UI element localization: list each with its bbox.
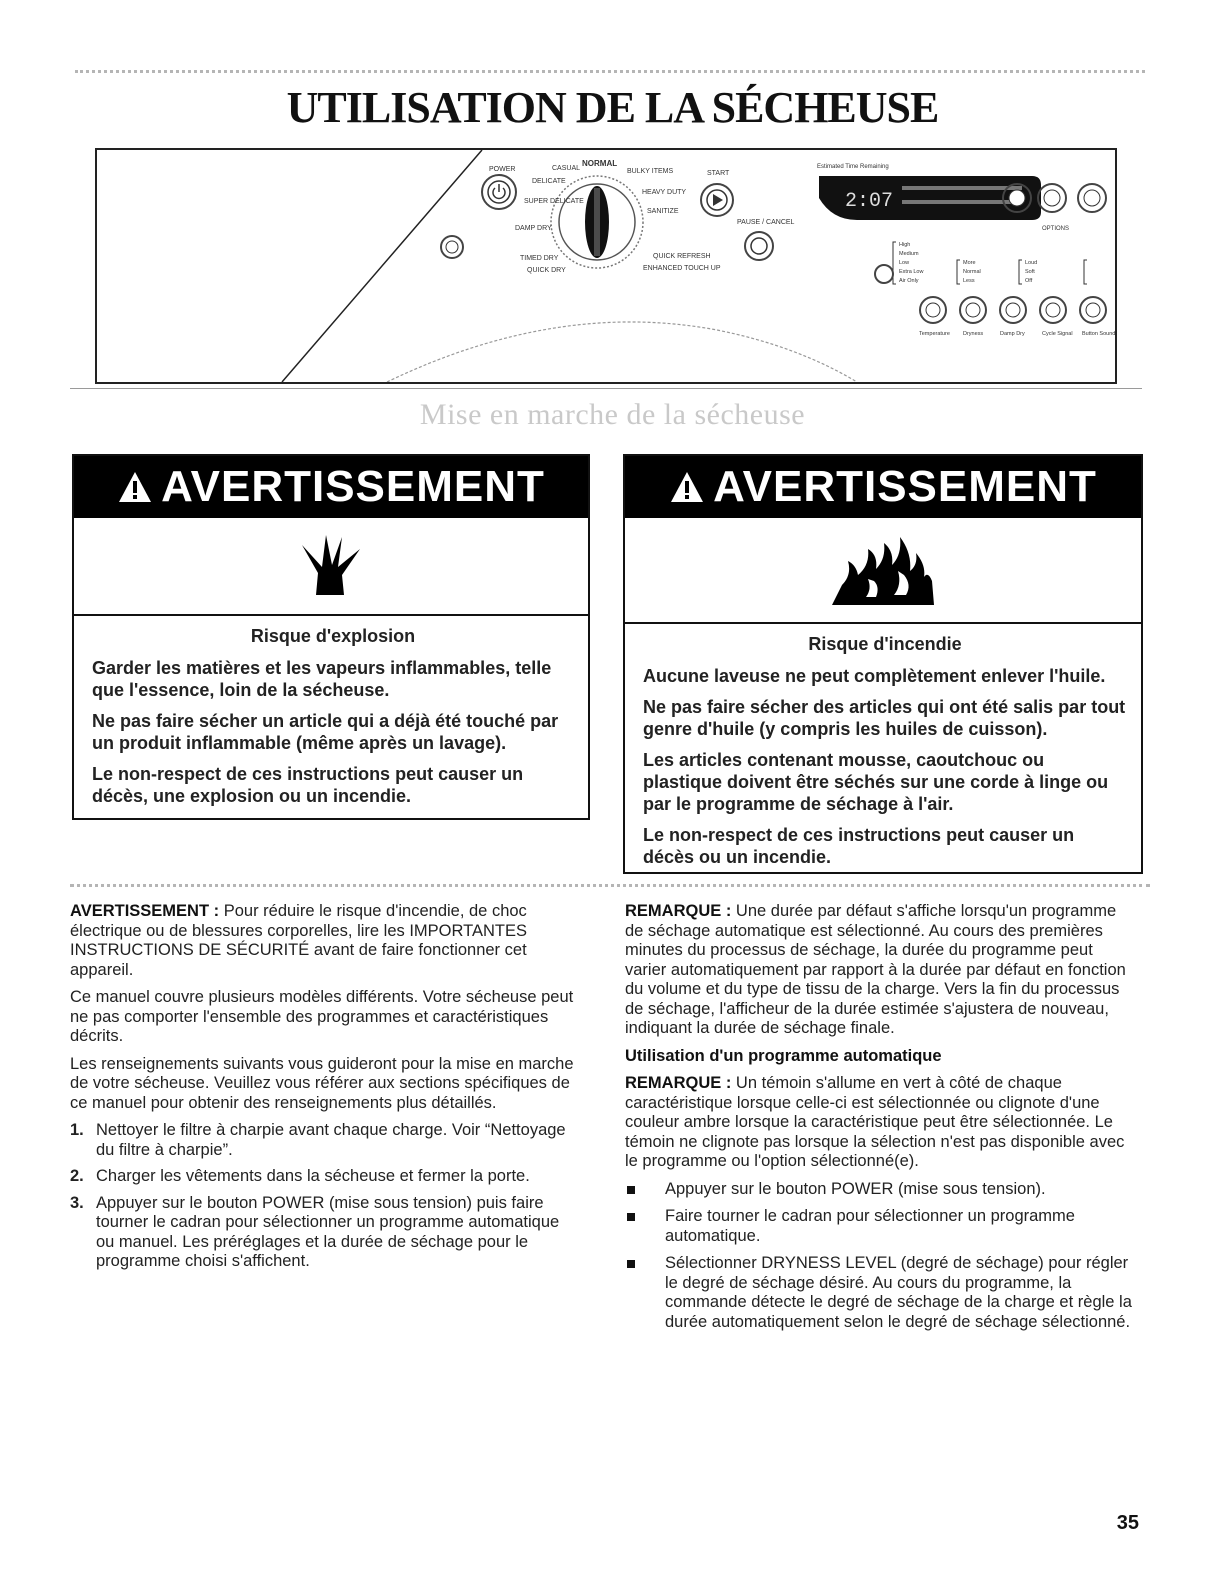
- dryness-level-more: More: [963, 260, 976, 266]
- list-item: [70, 1121, 580, 1160]
- list-item: [70, 1194, 580, 1272]
- warning-line: Ne pas faire sécher des articles qui ont été salis par tout genre d'huile (y compris les huiles de cuisson).: [643, 697, 1126, 739]
- dial-label-timed-dry: TIMED DRY: [520, 255, 559, 262]
- bullet-square-icon: [627, 1186, 635, 1194]
- warning-box-explosion: [72, 454, 590, 820]
- warning-header-text: AVERTISSEMENT: [161, 462, 545, 511]
- dial-label-super-delicate: SUPER DELICATE: [524, 198, 584, 205]
- power-label: POWER: [489, 166, 516, 173]
- temp-level-extra-low: Extra Low: [899, 269, 924, 275]
- left-text-column: [70, 902, 580, 1279]
- pause-cancel-label: PAUSE / CANCEL: [737, 219, 795, 226]
- page-number: 35: [1116, 1512, 1139, 1534]
- startup-steps-list: [70, 1121, 580, 1272]
- bullet-text: Appuyer sur le bouton POWER (mise sous tension).: [665, 1179, 1046, 1198]
- signal-level-soft: Soft: [1025, 269, 1035, 275]
- explosion-icon: [296, 533, 366, 599]
- temp-level-low: Low: [899, 260, 910, 266]
- warning-triangle-icon: [669, 470, 705, 504]
- note-text: Une durée par défaut s'affiche lorsqu'un programme de séchage automatique est sélectionné. Au cours des premières minutes du processus de séchage, la durée du programme peut varier automatiquement par rapport à la durée par défaut en fonction du volume et du type de tissu de la charge. Vers la fin du processus de séchage, l'afficheur de la durée estimée s'ajustera de nouveau, indiquant la durée de séchage finale.: [625, 902, 1126, 1037]
- warning-box-fire: [623, 454, 1143, 874]
- explosion-icon-area: [74, 518, 588, 616]
- dial-label-damp-dry: DAMP DRY: [515, 225, 552, 232]
- bullet-square-icon: [627, 1260, 635, 1268]
- dial-label-sanitize: SANITIZE: [647, 208, 679, 215]
- warning-header: [625, 456, 1141, 518]
- dial-label-heavy-duty: HEAVY DUTY: [642, 189, 687, 196]
- control-panel-illustration: [95, 148, 1117, 384]
- warning-header-text: AVERTISSEMENT: [713, 462, 1097, 511]
- step-number: 1.: [70, 1121, 84, 1139]
- note-default-time: [625, 902, 1135, 1039]
- warning-line: Garder les matières et les vapeurs inflammables, telle que l'essence, loin de la sécheuse.: [92, 658, 552, 700]
- power-button-icon: [482, 175, 516, 209]
- warning-line: Les articles contenant mousse, caoutchouc ou plastique doivent être séchés sur une corde à linge ou par le programme de séchage à l'air.: [643, 750, 1109, 814]
- wrinkle-shield-icon: [875, 265, 893, 283]
- dial-label-enhanced-touch-up: ENHANCED TOUCH UP: [643, 265, 721, 272]
- pause-cancel-button-icon: [745, 232, 773, 260]
- dial-label-bulky: BULKY ITEMS: [627, 168, 674, 175]
- button-label-cycle-signal: Cycle Signal: [1042, 331, 1073, 337]
- button-label-temperature: Temperature: [919, 331, 950, 337]
- bullet-square-icon: [627, 1213, 635, 1221]
- display-label: Estimated Time Remaining: [817, 164, 889, 170]
- dial-label-normal: NORMAL: [582, 159, 618, 168]
- list-item: [70, 1167, 580, 1187]
- note-indicator-light: [625, 1074, 1135, 1172]
- dryness-level-less: Less: [963, 278, 975, 284]
- section-divider: [70, 388, 1142, 389]
- warning-risk-title: Risque d'explosion: [250, 626, 416, 646]
- temp-level-high: High: [899, 242, 911, 248]
- fire-icon: [828, 531, 938, 609]
- warning-body: [74, 616, 588, 822]
- page-title: UTILISATION DE LA SÉCHEUSE: [286, 83, 939, 132]
- list-item: [625, 1180, 1135, 1200]
- step-text: Nettoyer le filtre à charpie avant chaque charge. Voir “Nettoyage du filtre à charpie”.: [96, 1121, 566, 1159]
- start-label: START: [707, 170, 730, 177]
- control-panel-drawing: [97, 150, 1115, 382]
- middle-dotted-rule: [70, 884, 1150, 887]
- models-paragraph: Ce manuel couvre plusieurs modèles différents. Votre sécheuse peut ne pas comporter l'ensemble des programmes et caractéristiques décrits.: [70, 988, 574, 1045]
- note-label: REMARQUE :: [625, 902, 732, 920]
- warning-line: Le non-respect de ces instructions peut causer un décès, une explosion ou un incendie.: [92, 764, 524, 806]
- dial-label-quick-refresh: QUICK REFRESH: [653, 253, 711, 260]
- bullet-text: Faire tourner le cadran pour sélectionner un programme automatique.: [665, 1207, 1075, 1245]
- options-label: OPTIONS: [1042, 226, 1070, 232]
- display-time: 2:07: [845, 190, 894, 213]
- step-text: Charger les vêtements dans la sécheuse et fermer la porte.: [96, 1167, 530, 1185]
- automatic-cycle-steps: [625, 1180, 1135, 1333]
- cycle-dial-icon: [551, 176, 643, 268]
- right-text-column: [625, 902, 1135, 1340]
- bullet-text: Sélectionner DRYNESS LEVEL (degré de séchage) pour régler le degré de séchage désiré. Au cours du programme, la commande détecte le degré de séchage de la charge et règle la durée automatiquement selon le degré de séchage sélectionné.: [665, 1254, 1132, 1331]
- bottom-option-buttons-icons: [920, 297, 1106, 323]
- list-item: [625, 1254, 1135, 1332]
- warning-line: Le non-respect de ces instructions peut causer un décès ou un incendie.: [643, 825, 1075, 867]
- safety-warning-label: AVERTISSEMENT :: [70, 902, 220, 920]
- step-text: Appuyer sur le bouton POWER (mise sous tension) puis faire tourner le cadran pour sélectionner un programme automatique ou manuel. Les préréglages et la durée de séchage pour le programme choisi s'affichent.: [96, 1193, 560, 1270]
- warning-risk-title: Risque d'incendie: [808, 634, 962, 654]
- dial-label-casual: CASUAL: [552, 165, 581, 172]
- safety-warning-text: Pour réduire le risque d'incendie, de choc électrique ou de blessures corporelles, lire les IMPORTANTES INSTRUCTIONS DE SÉCURITÉ avant de faire fonctionner cet appareil.: [70, 902, 527, 979]
- signal-level-off: Off: [1025, 278, 1033, 284]
- fire-icon-area: [625, 518, 1141, 624]
- note-label: REMARQUE :: [625, 1074, 732, 1092]
- dial-label-quick-dry: QUICK DRY: [527, 267, 566, 274]
- warning-line: Aucune laveuse ne peut complètement enlever l'huile.: [643, 666, 1106, 686]
- warning-body: [625, 624, 1141, 883]
- section-heading: Mise en marche de la sécheuse: [419, 398, 806, 431]
- button-label-damp-dry: Damp Dry: [1000, 331, 1025, 337]
- safety-warning-paragraph: [70, 902, 580, 980]
- button-label-button-sound: Button Sound: [1082, 331, 1115, 337]
- list-item: [625, 1207, 1135, 1246]
- dryness-level-normal: Normal: [963, 269, 981, 275]
- wrinkle-shield-button-icon: [441, 236, 463, 258]
- warning-line: Ne pas faire sécher un article qui a déjà été touché par un produit inflammable (même après un lavage).: [92, 711, 559, 753]
- warning-triangle-icon: [117, 470, 153, 504]
- temp-level-air-only: Air Only: [899, 278, 919, 284]
- step-number: 3.: [70, 1193, 84, 1212]
- automatic-cycle-subheading: Utilisation d'un programme automatique: [625, 1046, 942, 1065]
- step-number: 2.: [70, 1167, 84, 1185]
- guide-paragraph: Les renseignements suivants vous guideront pour la mise en marche de votre sécheuse. Veuillez vous référer aux sections spécifiques de ce manuel pour obtenir des renseignements plus détaillés.: [70, 1054, 574, 1112]
- warning-header: [74, 456, 588, 518]
- note-text: Un témoin s'allume en vert à côté de chaque caractéristique lorsque celle-ci est sélectionnée ou clignote d'une couleur ambre lorsque la caractéristique peut être sélectionnée. Le témoin ne clignote pas lorsque la sélection n'est pas disponible avec le programme ou l'option sélectionné(e).: [625, 1074, 1125, 1170]
- temp-level-medium: Medium: [899, 251, 919, 257]
- dial-label-delicate: DELICATE: [532, 178, 566, 185]
- start-button-icon: [701, 184, 733, 216]
- button-label-dryness: Dryness: [963, 331, 984, 337]
- top-dotted-rule: [75, 70, 1145, 73]
- signal-level-loud: Loud: [1025, 260, 1038, 266]
